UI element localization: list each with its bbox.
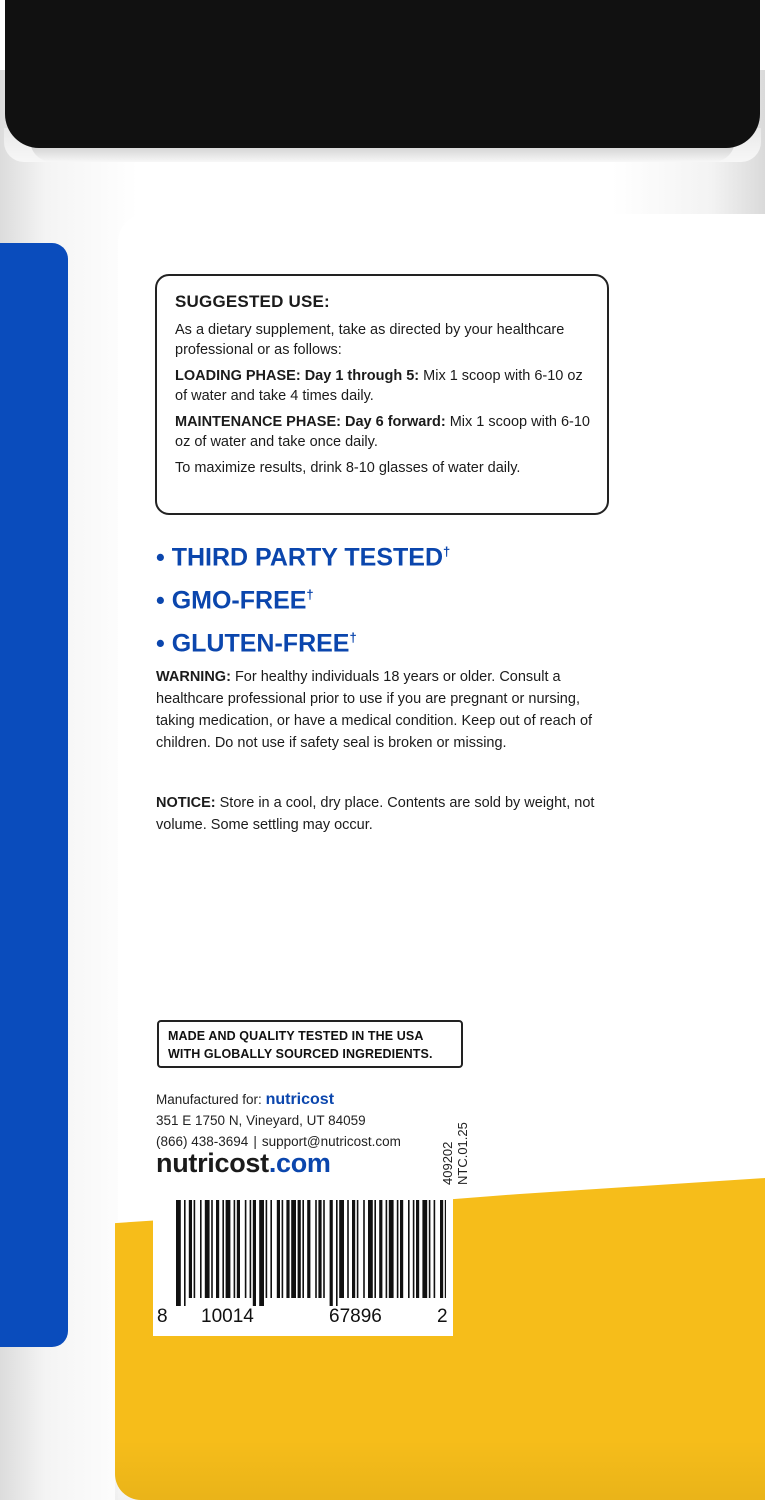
barcode-bar — [440, 1200, 443, 1298]
dagger-mark: † — [443, 544, 451, 559]
barcode-bar — [226, 1200, 231, 1298]
barcode-bar — [245, 1200, 247, 1298]
barcode-bar — [413, 1200, 415, 1298]
barcode-bar — [282, 1200, 284, 1298]
barcode-digits-right: 67896 — [329, 1306, 382, 1327]
barcode-bar — [323, 1200, 325, 1298]
barcode-bar — [429, 1200, 431, 1298]
barcode-bar — [445, 1200, 446, 1298]
barcode-bar — [368, 1200, 373, 1298]
barcode-bar — [352, 1200, 355, 1298]
barcode-bar — [298, 1200, 301, 1298]
barcode-bar — [363, 1200, 365, 1298]
barcode-bar — [379, 1200, 382, 1298]
dagger-mark: † — [306, 587, 314, 602]
barcode-bar — [266, 1200, 268, 1298]
barcode-digit-lead: 8 — [157, 1306, 168, 1327]
claim-text: • GLUTEN-FREE — [156, 629, 350, 658]
made-in-usa-box — [157, 1020, 463, 1068]
warning-text — [156, 666, 596, 754]
website-url-main: nutricost — [156, 1148, 269, 1178]
maintenance-phase — [175, 412, 591, 452]
barcode-digits-left: 10014 — [201, 1306, 254, 1327]
contact-separator: | — [253, 1134, 257, 1149]
barcode-bar — [416, 1200, 419, 1298]
loading-phase-text: Mix 1 scoop with 6-10 oz of water and take 4 times daily. — [175, 368, 583, 404]
website-url — [156, 1148, 331, 1179]
barcode-bar — [211, 1200, 213, 1298]
barcode-bar — [302, 1200, 304, 1298]
barcode-bar — [259, 1200, 264, 1306]
barcode-bar — [189, 1200, 192, 1298]
claims-list — [156, 532, 450, 661]
barcode-bar — [253, 1200, 256, 1306]
manufacturer-label: Manufactured for: — [156, 1092, 262, 1107]
barcode-bar — [184, 1200, 186, 1306]
dagger-mark: † — [349, 630, 357, 645]
manufacturer-email: support@nutricost.com — [261, 1134, 401, 1149]
barcode-bar — [234, 1200, 236, 1298]
loading-phase — [175, 366, 591, 406]
jar-lid — [5, 0, 760, 148]
barcode-bar — [222, 1200, 224, 1298]
barcode-bar — [277, 1200, 280, 1298]
made-in-line-1: MADE AND QUALITY TESTED IN THE USA — [168, 1029, 424, 1043]
website-url-tld: .com — [268, 1148, 331, 1178]
barcode-bar — [315, 1200, 317, 1298]
lid-shadow — [30, 140, 735, 162]
barcode-bar — [330, 1200, 333, 1306]
barcode — [176, 1200, 446, 1306]
barcode-digit-check: 2 — [437, 1306, 448, 1327]
suggested-use-intro: As a dietary supplement, take as directed by your healthcare professional or as follows: — [175, 322, 565, 358]
barcode-bar — [318, 1200, 321, 1298]
barcode-bar — [286, 1200, 289, 1298]
warning-label: WARNING: — [156, 669, 231, 685]
barcode-bar — [386, 1200, 388, 1298]
barcode-bar — [408, 1200, 410, 1298]
barcode-bar — [194, 1200, 196, 1298]
lot-codes — [440, 1122, 470, 1185]
barcode-bar — [397, 1200, 399, 1298]
claim-text: • GMO-FREE — [156, 586, 307, 615]
claim-gluten-free — [156, 618, 450, 661]
barcode-bar — [200, 1200, 202, 1298]
barcode-bar — [250, 1200, 252, 1298]
suggested-use-closing: To maximize results, drink 8-10 glasses of water daily. — [175, 460, 521, 476]
manufacturer-phone: (866) 438-3694 — [156, 1134, 249, 1149]
barcode-bar — [291, 1200, 296, 1298]
notice-body: Store in a cool, dry place. Contents are sold by weight, not volume. Some settling may occur. — [156, 795, 595, 833]
barcode-bar — [307, 1200, 310, 1298]
barcode-bar — [422, 1200, 427, 1298]
manufacturer-info — [156, 1089, 401, 1152]
manufacturer-address: 351 E 1750 N, Vineyard, UT 84059 — [156, 1113, 366, 1128]
claim-third-party-tested — [156, 532, 450, 575]
manufacturer-line — [156, 1089, 401, 1110]
barcode-bar — [176, 1200, 181, 1306]
maintenance-phase-text: Mix 1 scoop with 6-10 oz of water and take once daily. — [175, 414, 590, 450]
maintenance-phase-label: MAINTENANCE PHASE: Day 6 forward: — [175, 414, 446, 430]
barcode-bar — [357, 1200, 359, 1298]
lot-code-2: NTC.01.25 — [455, 1122, 470, 1185]
made-in-line-2: WITH GLOBALLY SOURCED INGREDIENTS. — [168, 1047, 433, 1061]
barcode-bar — [216, 1200, 219, 1298]
suggested-use-title: SUGGESTED USE: — [175, 292, 330, 311]
barcode-bar — [339, 1200, 344, 1298]
barcode-bar — [270, 1200, 272, 1298]
notice-text — [156, 792, 596, 836]
barcode-bar — [389, 1200, 394, 1298]
manufacturer-brand: nutricost — [265, 1091, 335, 1108]
blue-label-strip — [0, 243, 68, 1347]
barcode-bar — [237, 1200, 240, 1298]
barcode-bar — [374, 1200, 376, 1298]
barcode-bar — [205, 1200, 210, 1298]
warning-body: For healthy individuals 18 years or older. Consult a healthcare professional prior to use if you are pregnant or nursing, taking medication, or have a medical condition. Keep out of reach of children. Do not use if safety seal is broken or missing. — [156, 669, 593, 751]
claim-gmo-free — [156, 575, 450, 618]
lot-code-1: 409202 — [440, 1141, 455, 1185]
claim-text: • THIRD PARTY TESTED — [156, 543, 444, 572]
suggested-use-box — [155, 274, 609, 515]
loading-phase-label: LOADING PHASE: Day 1 through 5: — [175, 368, 420, 384]
barcode-bar — [400, 1200, 403, 1298]
barcode-bar — [434, 1200, 436, 1298]
notice-label: NOTICE: — [156, 795, 216, 811]
barcode-bar — [347, 1200, 349, 1298]
barcode-bar — [336, 1200, 338, 1306]
